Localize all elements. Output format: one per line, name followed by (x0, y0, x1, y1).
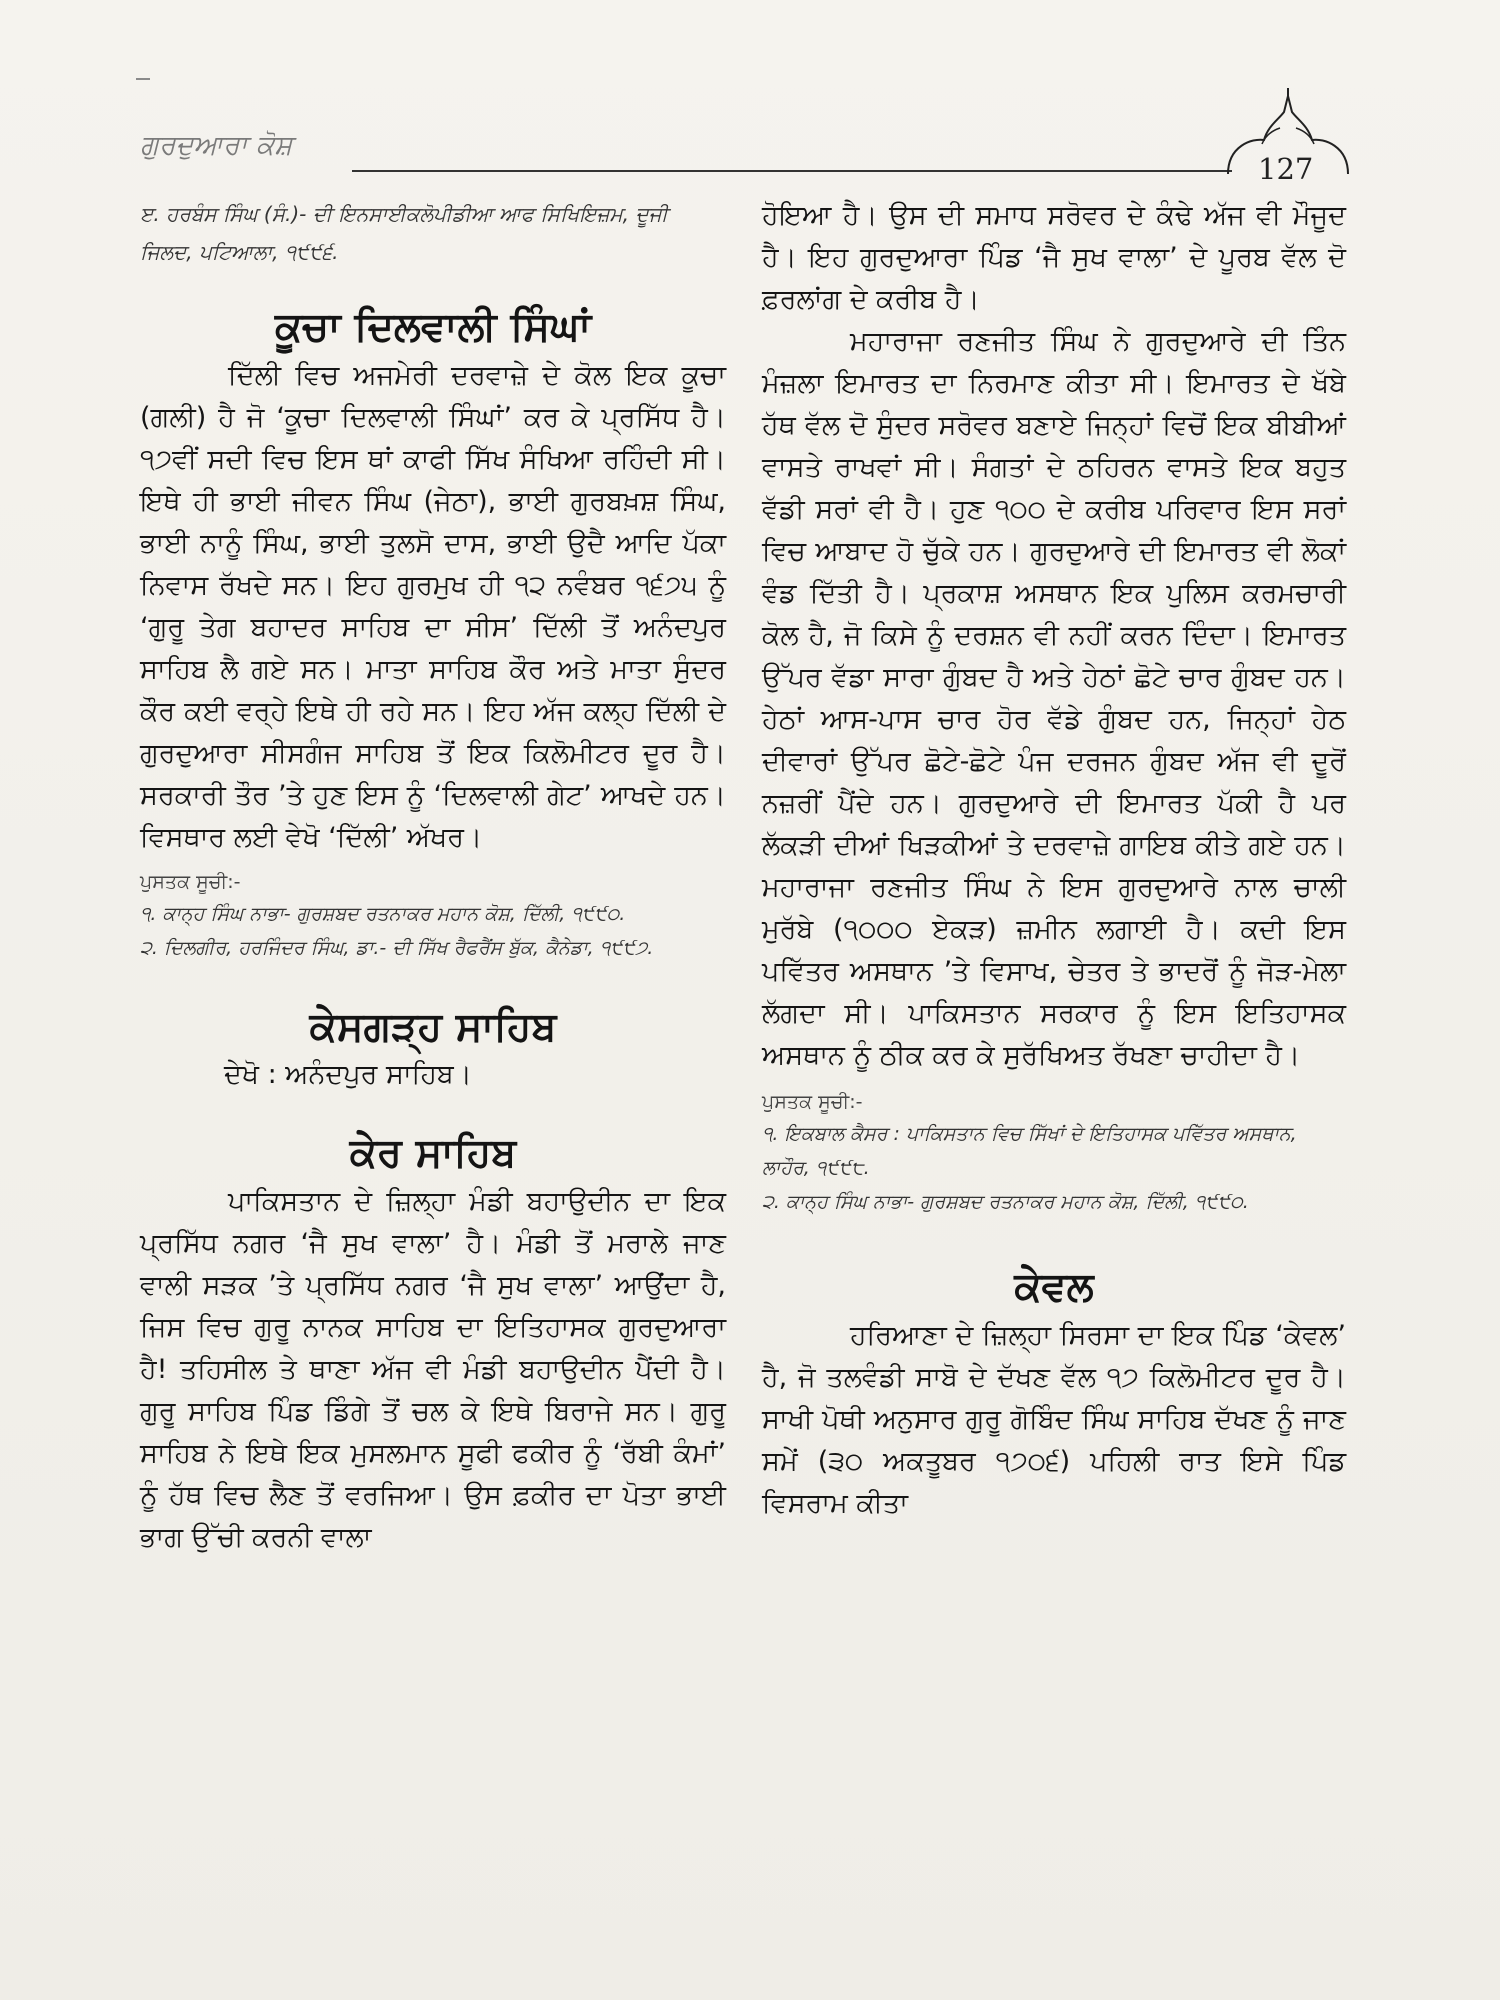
running-header-title: ਗੁਰਦੁਆਰਾ ਕੋਸ਼ (140, 130, 293, 161)
reference-item: ੨. ਦਿਲਗੀਰ, ਹਰਜਿੰਦਰ ਸਿੰਘ, ਡਾ.- ਦੀ ਸਿੱਖ ਰੈਫਰੈਂਸ ਬੁੱਕ, ਕੈਨੇਡਾ, ੧੯੯੭. (140, 937, 654, 959)
references-label: ਪੁਸਤਕ ਸੂਚੀ:- (762, 1091, 863, 1113)
reference-item: ੧. ਇਕਬਾਲ ਕੈਸਰ : ਪਾਕਿਸਤਾਨ ਵਿਚ ਸਿੱਖਾਂ ਦੇ ਇਤਿਹਾਸਕ ਪਵਿੱਤਰ ਅਸਥਾਨ, ਲਾਹੌਰ, ੧੯੯੮. (762, 1123, 1297, 1179)
entry-heading: ਕੇਰ ਸਾਹਿਬ (349, 1130, 517, 1176)
entry-heading: ਕੇਸਗੜ੍ਹ ਸਾਹਿਬ (309, 1004, 557, 1050)
entry-body: ਮਹਾਰਾਜਾ ਰਣਜੀਤ ਸਿੰਘ ਨੇ ਗੁਰਦੁਆਰੇ ਦੀ ਤਿੰਨ ਮੰਜ਼ਲਾ ਇਮਾਰਤ ਦਾ ਨਿਰਮਾਣ ਕੀਤਾ ਸੀ। ਇਮਾਰਤ ਦੇ ਖੱਬੇ ਹੱਥ ਵੱਲ ਦੋ ਸੁੰਦਰ ਸਰੋਵਰ ਬਣਾਏ ਜਿਨ੍ਹਾਂ ਵਿਚੋਂ ਇਕ ਬੀਬੀਆਂ ਵਾਸਤੇ ਰਾਖਵਾਂ ਸੀ। ਸੰਗਤਾਂ ਦੇ ਠਹਿਰਨ ਵਾਸਤੇ ਇਕ ਬਹੁਤ ਵੱਡੀ ਸਰਾਂ ਵੀ ਹੈ। ਹੁਣ ੧੦੦ ਦੇ ਕਰੀਬ ਪਰਿਵਾਰ ਇਸ ਸਰਾਂ ਵਿਚ ਆਬਾਦ ਹੋ ਚੁੱਕੇ ਹਨ। ਗੁਰਦੁਆਰੇ ਦੀ ਇਮਾਰਤ ਵੀ ਲੋਕਾਂ ਵੰਡ ਦਿੱਤੀ ਹੈ। ਪ੍ਰਕਾਸ਼ ਅਸਥਾਨ ਇਕ ਪੁਲਿਸ ਕਰਮਚਾਰੀ ਕੋਲ ਹੈ, ਜੋ ਕਿਸੇ ਨੂੰ ਦਰਸ਼ਨ ਵੀ ਨਹੀਂ ਕਰਨ ਦਿੰਦਾ। ਇਮਾਰਤ ਉੱਪਰ ਵੱਡਾ ਸਾਰਾ ਗੁੰਬਦ ਹੈ ਅਤੇ ਹੇਠਾਂ ਛੋਟੇ ਚਾਰ ਗੁੰਬਦ ਹਨ। ਹੇਠਾਂ ਆਸ-ਪਾਸ ਚਾਰ ਹੋਰ ਵੱਡੇ ਗੁੰਬਦ ਹਨ, ਜਿਨ੍ਹਾਂ ਹੇਠ ਦੀਵਾਰਾਂ ਉੱਪਰ ਛੋਟੇ-ਛੋਟੇ ਪੰਜ ਦਰਜਨ ਗੁੰਬਦ ਅੱਜ ਵੀ ਦੂਰੋਂ ਨਜ਼ਰੀਂ ਪੈਂਦੇ ਹਨ। ਗੁਰਦੁਆਰੇ ਦੀ ਇਮਾਰਤ ਪੱਕੀ ਹੈ ਪਰ ਲੱਕੜੀ ਦੀਆਂ ਖਿੜਕੀਆਂ ਤੇ ਦਰਵਾਜ਼ੇ ਗਾਇਬ ਕੀਤੇ ਗਏ ਹਨ। ਮਹਾਰਾਜਾ ਰਣਜੀਤ ਸਿੰਘ ਨੇ ਇਸ ਗੁਰਦੁਆਰੇ ਨਾਲ ਚਾਲੀ ਮੁਰੱਬੇ (੧੦੦੦ ਏਕੜ) ਜ਼ਮੀਨ ਲਗਾਈ ਹੈ। ਕਦੀ ਇਸ ਪਵਿੱਤਰ ਅਸਥਾਨ ’ਤੇ ਵਿਸਾਖ, ਚੇਤਰ ਤੇ ਭਾਦਰੋਂ ਨੂੰ ਜੋੜ-ਮੇਲਾ ਲੱਗਦਾ ਸੀ। ਪਾਕਿਸਤਾਨ ਸਰਕਾਰ ਨੂੰ ਇਸ ਇਤਿਹਾਸਕ ਅਸਥਾਨ ਨੂੰ ਠੀਕ ਕਰ ਕੇ ਸੁਰੱਖਿਅਤ ਰੱਖਣਾ ਚਾਹੀਦਾ ਹੈ। (762, 326, 1346, 1071)
continued-text: ਹੋਇਆ ਹੈ। ਉਸ ਦੀ ਸਮਾਧ ਸਰੋਵਰ ਦੇ ਕੰਢੇ ਅੱਜ ਵੀ ਮੌਜੂਦ ਹੈ। ਇਹ ਗੁਰਦੁਆਰਾ ਪਿੰਡ ‘ਜੈ ਸੁਖ ਵਾਲਾ’ ਦੇ ਪੂਰਬ ਵੱਲ ਦੋ ਫ਼ਰਲਾਂਗ ਦੇ ਕਰੀਬ ਹੈ। (762, 200, 1346, 315)
right-column (762, 195, 1346, 1525)
top-citation: ੲ. ਹਰਬੰਸ ਸਿੰਘ (ਸੰ.)- ਦੀ ਇਨਸਾਈਕਲੋਪੀਡੀਆ ਆਫ ਸਿਖਿਇਜ਼ਮ, ਦੂਜੀ ਜਿਲਦ, ਪਟਿਆਲਾ, ੧੯੯੬. (140, 202, 668, 264)
reference-item: ੧. ਕਾਨ੍ਹ ਸਿੰਘ ਨਾਭਾ- ਗੁਰਸ਼ਬਦ ਰਤਨਾਕਰ ਮਹਾਨ ਕੋਸ਼, ਦਿੱਲੀ, ੧੯੯੦. (140, 903, 626, 925)
references-label: ਪੁਸਤਕ ਸੂਚੀ:- (140, 871, 241, 893)
entry-heading: ਕੇਵਲ (1014, 1264, 1094, 1310)
see-also-text: ਦੇਖੋ : ਅਨੰਦਪੁਰ ਸਾਹਿਬ। (224, 1059, 472, 1090)
entry-body: ਹਰਿਆਣਾ ਦੇ ਜ਼ਿਲ੍ਹਾ ਸਿਰਸਾ ਦਾ ਇਕ ਪਿੰਡ ‘ਕੇਵਲ’ ਹੈ, ਜੋ ਤਲਵੰਡੀ ਸਾਬੋ ਦੇ ਦੱਖਣ ਵੱਲ ੧੭ ਕਿਲੋਮੀਟਰ ਦੂਰ ਹੈ। ਸਾਖੀ ਪੋਥੀ ਅਨੁਸਾਰ ਗੁਰੂ ਗੋਬਿੰਦ ਸਿੰਘ ਸਾਹਿਬ ਦੱਖਣ ਨੂੰ ਜਾਣ ਸਮੇਂ (੩੦ ਅਕਤੂਬਰ ੧੭੦੬) ਪਹਿਲੀ ਰਾਤ ਇਸੇ ਪਿੰਡ ਵਿਸਰਾਮ ਕੀਤਾ (762, 1320, 1346, 1519)
entry-body: ਪਾਕਿਸਤਾਨ ਦੇ ਜ਼ਿਲ੍ਹਾ ਮੰਡੀ ਬਹਾਉਦੀਨ ਦਾ ਇਕ ਪ੍ਰਸਿੱਧ ਨਗਰ ‘ਜੈ ਸੁਖ ਵਾਲਾ’ ਹੈ। ਮੰਡੀ ਤੋਂ ਮਰਾਲੇ ਜਾਣ ਵਾਲੀ ਸੜਕ ’ਤੇ ਪ੍ਰਸਿੱਧ ਨਗਰ ‘ਜੈ ਸੁਖ ਵਾਲਾ’ ਆਉਂਦਾ ਹੈ, ਜਿਸ ਵਿਚ ਗੁਰੂ ਨਾਨਕ ਸਾਹਿਬ ਦਾ ਇਤਿਹਾਸਕ ਗੁਰਦੁਆਰਾ ਹੈ! ਤਹਿਸੀਲ ਤੇ ਥਾਣਾ ਅੱਜ ਵੀ ਮੰਡੀ ਬਹਾਉਦੀਨ ਪੈਂਦੀ ਹੈ। ਗੁਰੂ ਸਾਹਿਬ ਪਿੰਡ ਡਿੰਗੇ ਤੋਂ ਚਲ ਕੇ ਇਥੇ ਬਿਰਾਜੇ ਸਨ। ਗੁਰੂ ਸਾਹਿਬ ਨੇ ਇਥੇ ਇਕ ਮੁਸਲਮਾਨ ਸੂਫੀ ਫਕੀਰ ਨੂੰ ‘ਰੱਬੀ ਕੰਮਾਂ’ ਨੂੰ ਹੱਥ ਵਿਚ ਲੈਣ ਤੋਂ ਵਰਜਿਆ। ਉਸ ਫ਼ਕੀਰ ਦਾ ਪੋਤਾ ਭਾਈ ਭਾਗ ਉੱਚੀ ਕਰਨੀ ਵਾਲਾ (140, 1186, 726, 1553)
reference-item: ੨. ਕਾਨ੍ਹ ਸਿੰਘ ਨਾਭਾ- ਗੁਰਸ਼ਬਦ ਰਤਨਾਕਰ ਮਹਾਨ ਕੋਸ਼, ਦਿੱਲੀ, ੧੯੯੦. (762, 1191, 1249, 1213)
margin-mark (136, 78, 150, 80)
entry-body: ਦਿੱਲੀ ਵਿਚ ਅਜਮੇਰੀ ਦਰਵਾਜ਼ੇ ਦੇ ਕੋਲ ਇਕ ਕੂਚਾ (ਗਲੀ) ਹੈ ਜੋ ‘ਕੂਚਾ ਦਿਲਵਾਲੀ ਸਿੰਘਾਂ’ ਕਰ ਕੇ ਪ੍ਰਸਿੱਧ ਹੈ। ੧੭ਵੀਂ ਸਦੀ ਵਿਚ ਇਸ ਥਾਂ ਕਾਫੀ ਸਿੱਖ ਸੰਖਿਆ ਰਹਿੰਦੀ ਸੀ। ਇਥੇ ਹੀ ਭਾਈ ਜੀਵਨ ਸਿੰਘ (ਜੇਠਾ), ਭਾਈ ਗੁਰਬਖ਼ਸ਼ ਸਿੰਘ, ਭਾਈ ਨਾਨੂੰ ਸਿੰਘ, ਭਾਈ ਤੁਲਸੋ ਦਾਸ, ਭਾਈ ਉਦੈ ਆਦਿ ਪੱਕਾ ਨਿਵਾਸ ਰੱਖਦੇ ਸਨ। ਇਹ ਗੁਰਮੁਖ ਹੀ ੧੨ ਨਵੰਬਰ ੧੬੭੫ ਨੂੰ ‘ਗੁਰੂ ਤੇਗ ਬਹਾਦਰ ਸਾਹਿਬ ਦਾ ਸੀਸ’ ਦਿੱਲੀ ਤੋਂ ਅਨੰਦਪੁਰ ਸਾਹਿਬ ਲੈ ਗਏ ਸਨ। ਮਾਤਾ ਸਾਹਿਬ ਕੌਰ ਅਤੇ ਮਾਤਾ ਸੁੰਦਰ ਕੌਰ ਕਈ ਵਰ੍ਹੇ ਇਥੇ ਹੀ ਰਹੇ ਸਨ। ਇਹ ਅੱਜ ਕਲ੍ਹ ਦਿੱਲੀ ਦੇ ਗੁਰਦੁਆਰਾ ਸੀਸਗੰਜ ਸਾਹਿਬ ਤੋਂ ਇਕ ਕਿਲੋਮੀਟਰ ਦੂਰ ਹੈ। ਸਰਕਾਰੀ ਤੌਰ ’ਤੇ ਹੁਣ ਇਸ ਨੂੰ ‘ਦਿਲਵਾਲੀ ਗੇਟ’ ਆਖਦੇ ਹਨ। ਵਿਸਥਾਰ ਲਈ ਵੇਖੋ ‘ਦਿੱਲੀ’ ਅੱਖਰ। (140, 360, 726, 853)
page-number: 127 (1258, 152, 1314, 186)
header-rule (352, 170, 1232, 172)
left-column (140, 195, 726, 1559)
entry-heading: ਕੂਚਾ ਦਿਲਵਾਲੀ ਸਿੰਘਾਂ (274, 304, 592, 350)
